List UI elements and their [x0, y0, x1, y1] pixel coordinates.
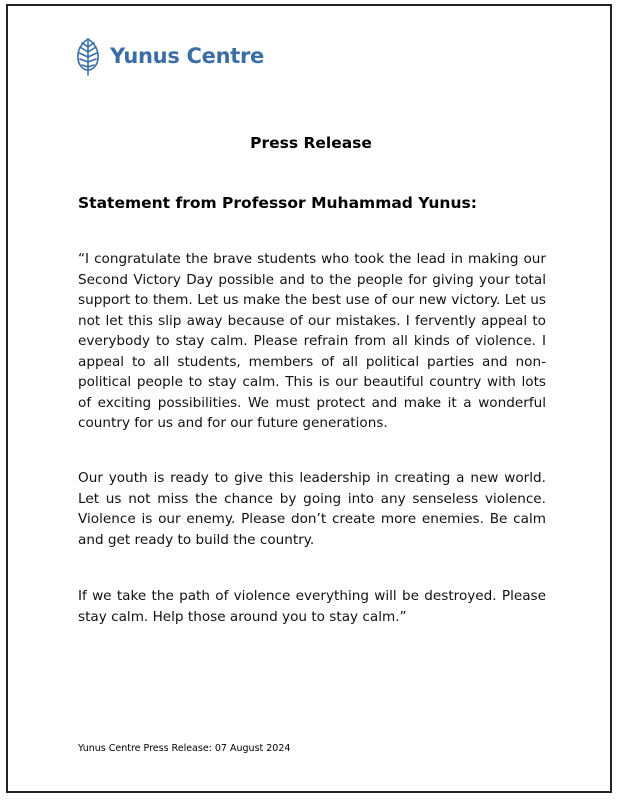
yunus-centre-logo: [72, 35, 264, 77]
footer-text: Yunus Centre Press Release: 07 August 2024: [78, 743, 291, 754]
page-title: Press Release: [250, 134, 372, 152]
leaf-icon: [72, 35, 104, 77]
statement-heading: Statement from Professor Muhammad Yunus:: [78, 194, 477, 212]
logo-text: Yunus Centre: [110, 44, 264, 68]
statement-paragraph-2: Our youth is ready to give this leadership in creating a new world. Let us not miss the chance by going into any senseless violence. Violence is our enemy. Please don’t create more enemies. Be calm and get ready to build the country.: [78, 470, 546, 548]
statement-paragraph-3: If we take the path of violence everything will be destroyed. Please stay calm. Help those around you to stay calm.”: [78, 588, 546, 625]
statement-paragraph-1: “I congratulate the brave students who took the lead in making our Second Victory Day possible and to the people for giving your total support to them. Let us make the best use of our new victory. Let us not let this slip away because of our mistakes. I fervently appeal to everybody to stay calm. Please refrain from all kinds of violence. I appeal to all students, members of all political parties and non-political people to stay calm. This is our beautiful country with lots of exciting possibilities. We must protect and make it a wonderful country for us and for our future generations.: [78, 251, 546, 431]
